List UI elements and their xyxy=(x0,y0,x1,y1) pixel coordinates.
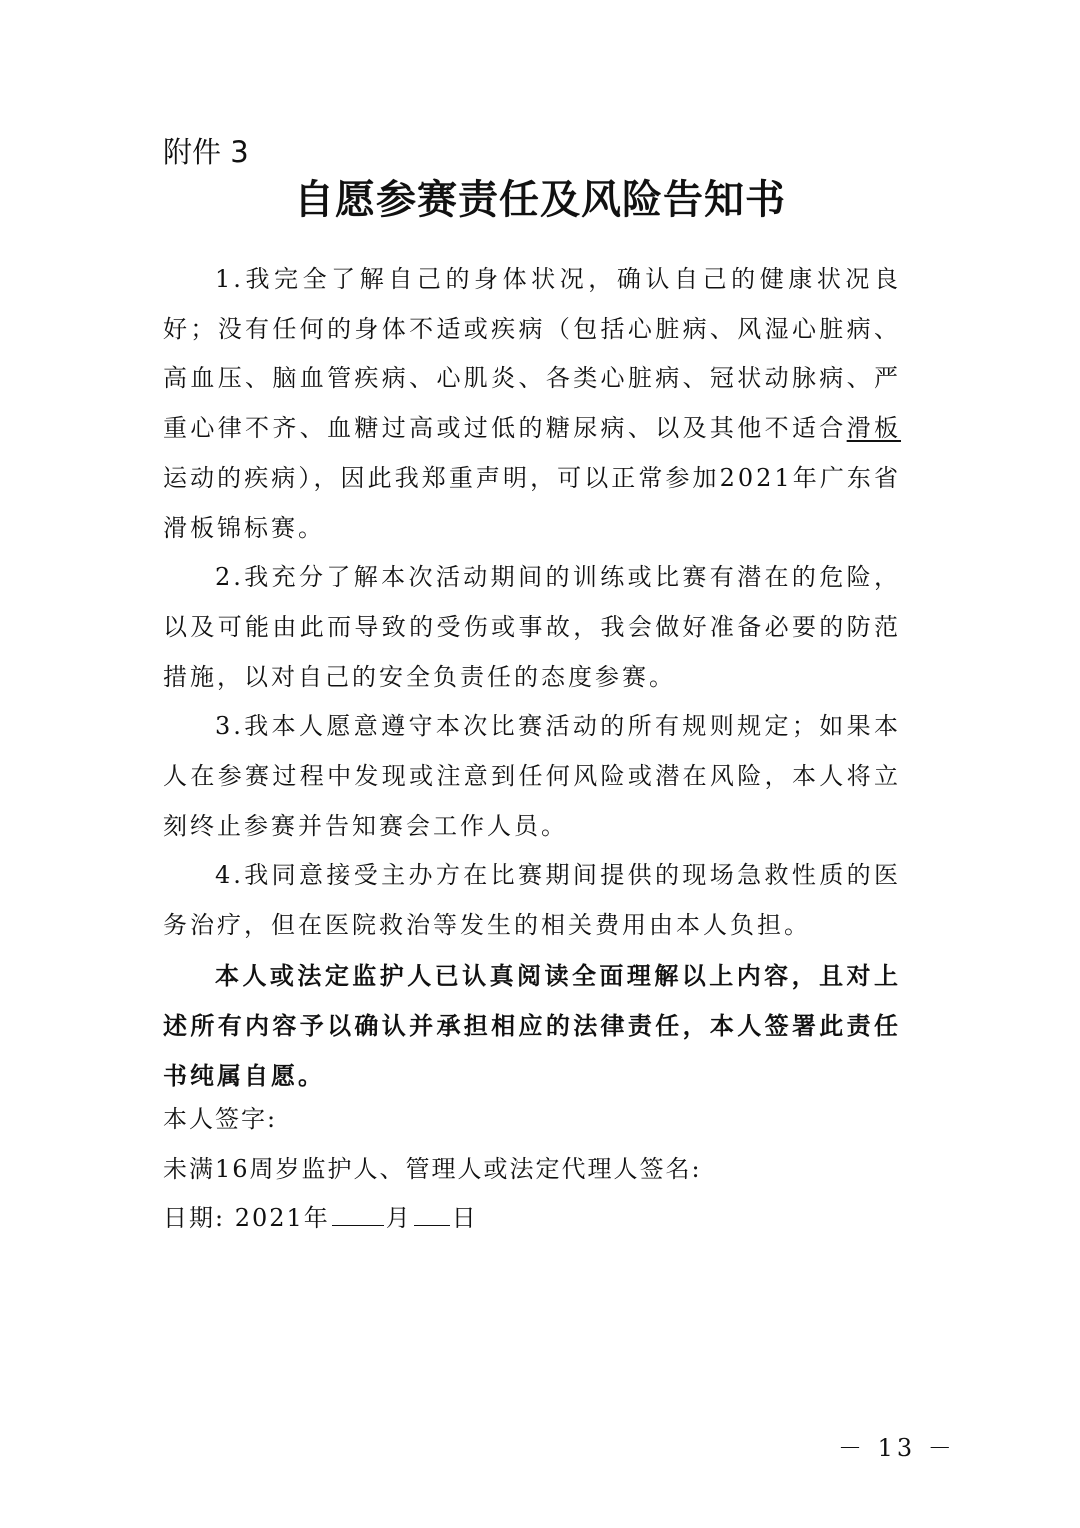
attachment-label: 附件 3 xyxy=(163,135,249,169)
guardian-signature-label: 未满16周岁监护人、管理人或法定代理人签名: xyxy=(163,1154,702,1183)
paragraph-1 xyxy=(163,255,901,553)
declaration-paragraph: 本人或法定监护人已认真阅读全面理解以上内容，且对上述所有内容予以确认并承担相应的法律责任，本人签署此责任书纯属自愿。 xyxy=(163,960,901,1090)
day-blank[interactable] xyxy=(414,1201,450,1226)
self-signature-label: 本人签字: xyxy=(163,1105,278,1133)
month-label: 月 xyxy=(385,1204,412,1232)
paragraph-1-text-start: 1.我完全了解自己的身体状况，确认自己的健康状况良好；没有任何的身体不适或疾病（包括心脏病、风湿心脏病、高血压、脑血管疾病、心肌炎、各类心脏病、冠状动脉病、严重心律不齐、血糖过高或过低的糖尿病、以及其他不适合 xyxy=(163,265,901,443)
paragraph-2: 2.我充分了解本次活动期间的训练或比赛有潜在的危险，以及可能由此而导致的受伤或事故，我会做好准备必要的防范措施，以对自己的安全负责任的态度参赛。 xyxy=(163,563,901,691)
signature-section xyxy=(163,1095,702,1244)
month-blank[interactable] xyxy=(332,1201,384,1226)
date-line xyxy=(163,1194,702,1244)
paragraph-1-text-end: 运动的疾病），因此我郑重声明，可以正常参加2021年广东省滑板锦标赛。 xyxy=(163,463,901,542)
paragraph-4: 4.我同意接受主办方在比赛期间提供的现场急救性质的医务治疗，但在医院救治等发生的相关费用由本人负担。 xyxy=(163,861,901,940)
document-body xyxy=(163,255,901,1101)
underlined-term: 滑板 xyxy=(846,414,902,443)
document-title: 自愿参赛责任及风险告知书 xyxy=(294,177,786,223)
day-label: 日 xyxy=(451,1204,478,1232)
date-label: 日期: 2021年 xyxy=(163,1204,330,1232)
paragraph-3: 3.我本人愿意遵守本次比赛活动的所有规则规定；如果本人在参赛过程中发现或注意到任何风险或潜在风险，本人将立刻终止参赛并告知赛会工作人员。 xyxy=(163,712,901,840)
page-number: － 13 － xyxy=(838,1434,956,1462)
